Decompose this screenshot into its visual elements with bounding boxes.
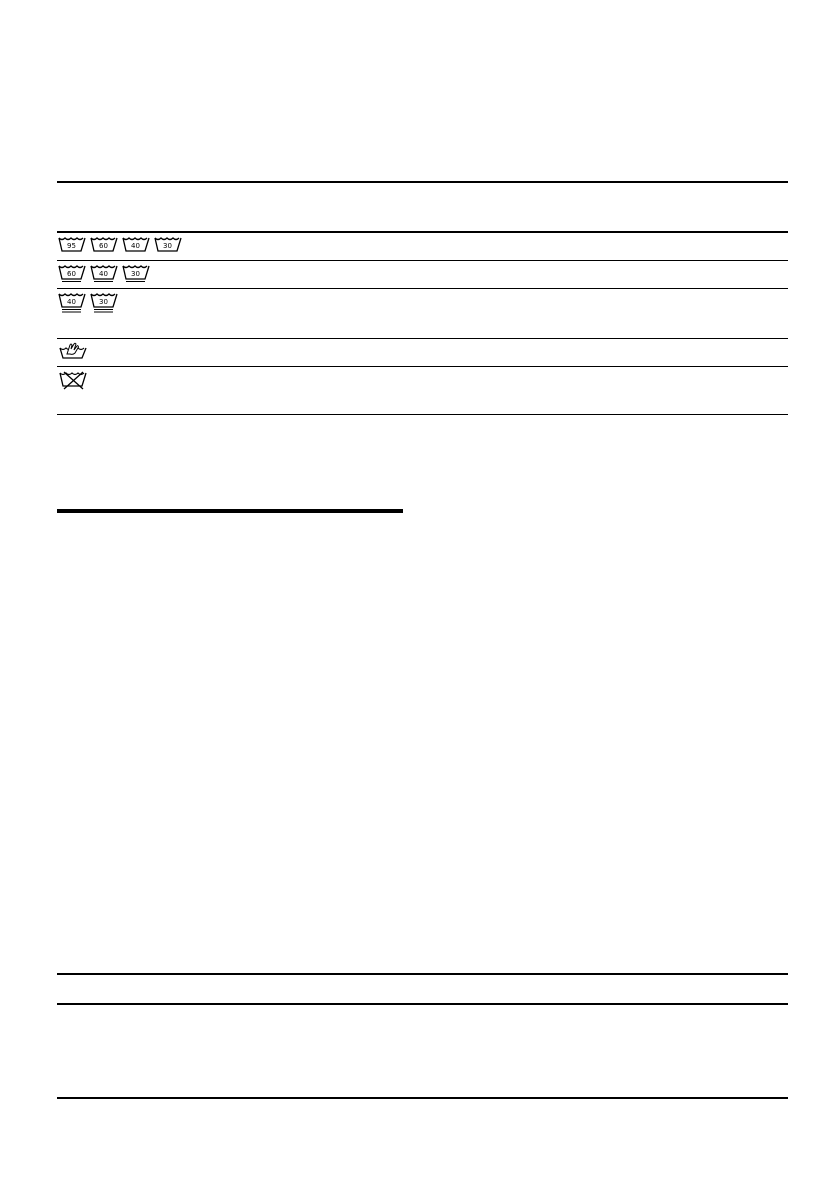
table-cell xyxy=(545,288,788,338)
header-cell xyxy=(545,182,788,232)
second-table xyxy=(57,973,788,1099)
header-cell xyxy=(239,182,545,232)
wash-temp: 60 xyxy=(99,242,108,250)
table-cell xyxy=(545,260,788,288)
hand-wash-icon xyxy=(58,342,88,360)
table-row xyxy=(57,288,788,338)
symbol-cell xyxy=(57,260,239,288)
table-cell xyxy=(545,366,788,414)
table-cell xyxy=(239,366,545,414)
wash-temp: 40 xyxy=(67,297,76,306)
table-header-row xyxy=(57,974,788,1004)
wash-30-very-gentle-icon xyxy=(90,292,118,314)
care-symbols-table xyxy=(57,181,788,415)
table-cell xyxy=(239,288,545,338)
wash-60-gentle-icon xyxy=(58,264,86,283)
table-row xyxy=(57,232,788,260)
wash-temp: 40 xyxy=(99,269,108,278)
table-row xyxy=(57,338,788,366)
table-cell xyxy=(545,338,788,366)
table-cell xyxy=(239,260,545,288)
section-heading-rule xyxy=(57,509,403,513)
wash-60-icon xyxy=(90,236,118,253)
table-row xyxy=(57,1004,788,1098)
table-cell xyxy=(239,232,545,260)
table-row xyxy=(57,366,788,414)
table-cell xyxy=(239,338,545,366)
symbol-cell xyxy=(57,232,239,260)
symbol-cell xyxy=(57,366,239,414)
header-cell xyxy=(57,974,483,1004)
wash-30-gentle-icon xyxy=(122,264,150,283)
wash-40-gentle-icon xyxy=(90,264,118,283)
symbol-cell xyxy=(57,338,239,366)
table-header-row xyxy=(57,182,788,232)
table-row xyxy=(57,260,788,288)
wash-temp: 60 xyxy=(67,269,76,278)
wash-40-icon xyxy=(122,236,150,253)
header-cell xyxy=(483,974,788,1004)
table-cell xyxy=(57,1004,483,1098)
table-cell xyxy=(483,1004,788,1098)
wash-40-very-gentle-icon xyxy=(58,292,86,314)
wash-temp: 30 xyxy=(131,269,140,278)
wash-temp: 30 xyxy=(99,297,108,306)
wash-95-icon xyxy=(58,236,86,253)
table-cell xyxy=(545,232,788,260)
wash-temp: 40 xyxy=(131,242,140,250)
wash-temp: 95 xyxy=(67,242,76,250)
wash-30-icon xyxy=(154,236,182,253)
do-not-wash-icon xyxy=(58,370,88,390)
header-cell xyxy=(57,182,239,232)
wash-temp: 30 xyxy=(163,242,172,250)
symbol-cell xyxy=(57,288,239,338)
